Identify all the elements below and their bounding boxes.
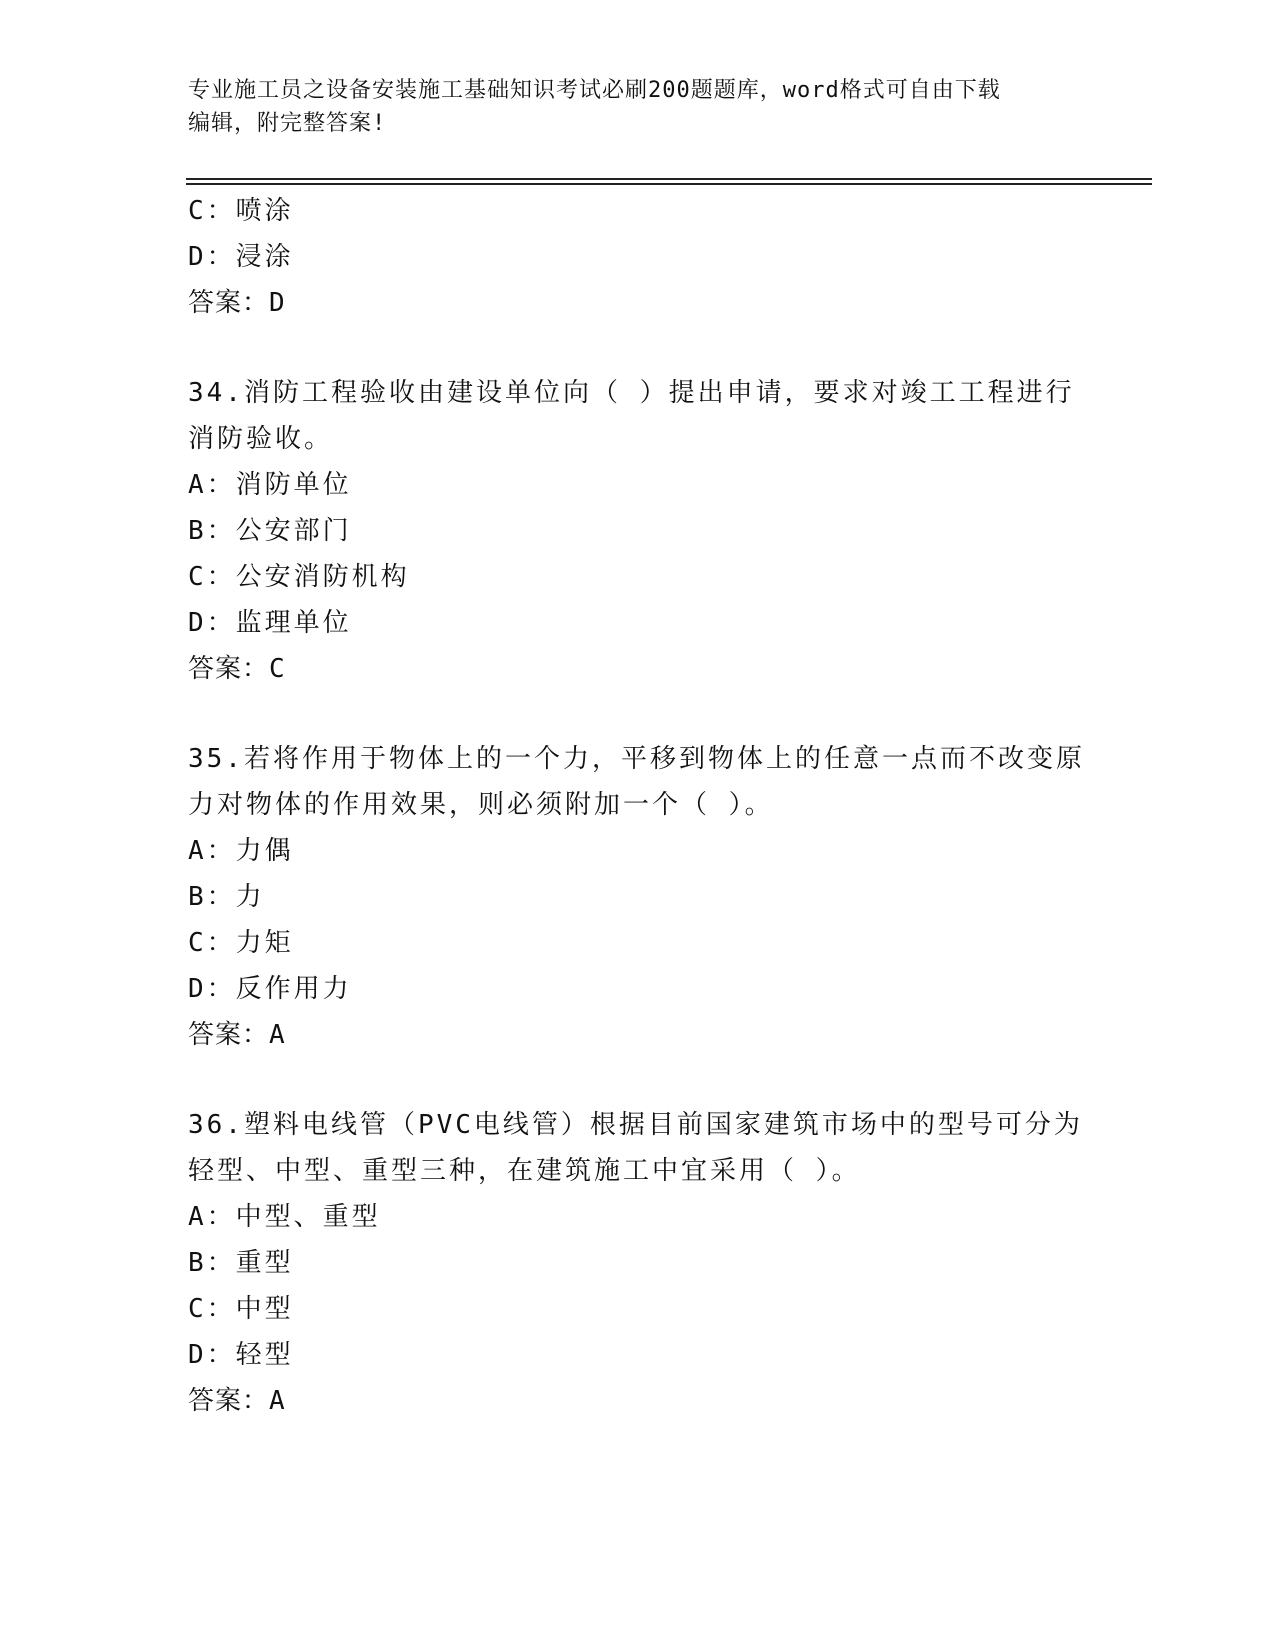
header-divider-bottom [186,183,1152,185]
question-text-line-2: 力对物体的作用效果，则必须附加一个（ ）。 [188,790,774,820]
question-text-line-1: 36.塑料电线管（PVC电线管）根据目前国家建筑市场中的型号可分为 [188,1110,1083,1140]
option-c: C：喷涂 [188,196,294,226]
option-c: C：公安消防机构 [188,562,410,592]
question-36 [188,1102,1088,1424]
option-c: C：中型 [188,1294,294,1324]
question-35 [188,736,1088,1058]
option-d: D：浸涂 [188,242,294,272]
option-d: D：轻型 [188,1340,294,1370]
question-text-line-2: 轻型、中型、重型三种，在建筑施工中宜采用（ ）。 [188,1156,861,1186]
question-text-line-2: 消防验收。 [188,424,334,454]
question-text-line-1: 34.消防工程验收由建设单位向（ ）提出申请，要求对竣工工程进行 [188,378,1075,408]
question-text-line-1: 35.若将作用于物体上的一个力，平移到物体上的任意一点而不改变原 [188,744,1085,774]
question-34 [188,370,1088,692]
option-c: C：力矩 [188,928,294,958]
answer: 答案：A [188,1020,286,1050]
header-divider-top [186,178,1152,180]
document-header [188,74,1068,140]
option-d: D：反作用力 [188,974,352,1004]
question-33-tail [188,188,1088,326]
header-line-1: 专业施工员之设备安装施工基础知识考试必刷200题题库，word格式可自由下载 [188,78,1001,103]
option-a: A：中型、重型 [188,1202,381,1232]
header-line-2: 编辑，附完整答案! [188,111,387,136]
option-d: D：监理单位 [188,608,352,638]
option-b: B：公安部门 [188,516,352,546]
option-a: A：消防单位 [188,470,352,500]
answer: 答案：C [188,654,286,684]
option-b: B：力 [188,882,265,912]
answer: 答案：A [188,1386,286,1416]
option-b: B：重型 [188,1248,294,1278]
answer: 答案：D [188,288,286,318]
option-a: A：力偶 [188,836,294,866]
question-list [188,188,1088,1424]
